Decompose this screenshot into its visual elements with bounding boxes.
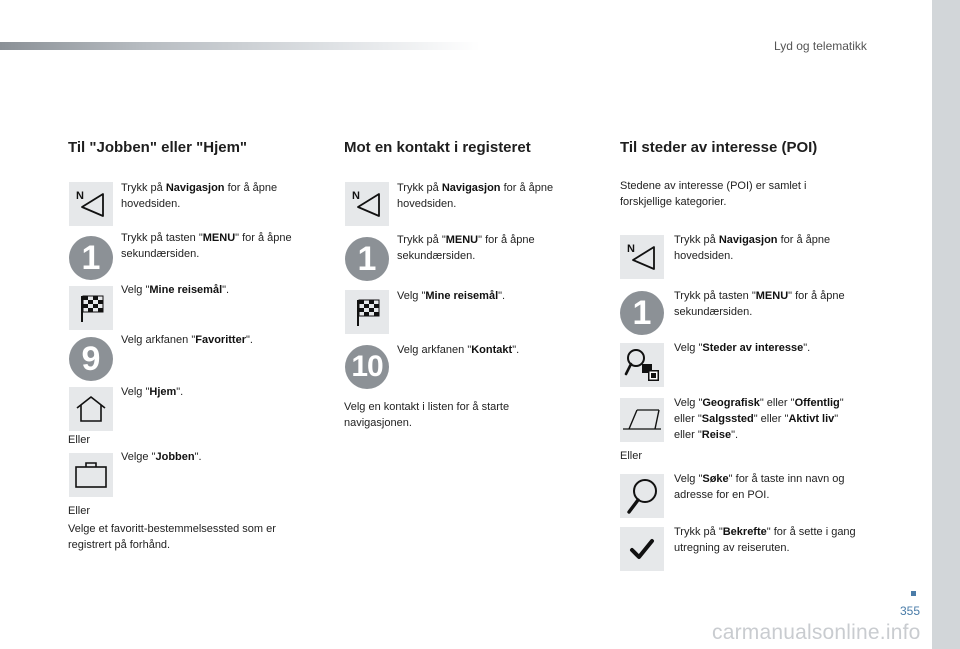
col1-title: Til "Jobben" eller "Hjem" [68, 139, 248, 156]
svg-text:N: N [627, 243, 635, 255]
col1-step-hjem: Velg "Hjem". [121, 386, 184, 398]
page-marker [911, 591, 916, 596]
checkered-flag-icon [345, 290, 389, 334]
col3-or-1: Eller [620, 450, 643, 462]
section-header-title: Lyd og telematikk [774, 39, 867, 53]
checkmark-icon [620, 527, 664, 571]
step-number-badge: 1 [620, 291, 664, 335]
header-gradient-bar [0, 42, 480, 50]
col3-step-nav: Trykk på Navigasjon for å åpne hovedsiden. [674, 234, 831, 262]
svg-text:N: N [76, 190, 84, 202]
col1-step-mine-reisemal: Velg "Mine reisemål". [121, 284, 230, 296]
col1-or-1: Eller [68, 434, 91, 446]
col3-step-soke: Velg "Søke" for å taste inn navn og adresse for en POI. [674, 473, 845, 501]
col2-title: Mot en kontakt i registeret [344, 139, 531, 156]
step-number-badge: 9 [69, 337, 113, 381]
col2-step-menu: Trykk på "MENU" for å åpne sekundærsiden. [397, 234, 535, 262]
col2-step-mine-reisemal: Velg "Mine reisemål". [397, 290, 506, 302]
col3-step-categories: Velg "Geografisk" eller "Offentlig" eller "Salgssted" eller "Aktivt liv" eller "Reise". [674, 397, 844, 441]
navigation-compass-icon [345, 182, 389, 226]
home-icon [69, 387, 113, 431]
col1-step-nav: Trykk på Navigasjon for å åpne hovedsiden. [121, 182, 278, 210]
navigation-compass-icon [620, 235, 664, 279]
page-side-tab [932, 0, 960, 649]
col1-paragraph: Velge et favoritt-bestemmelsessted som er registrert på forhånd. [68, 523, 276, 551]
step-number-badge: 1 [69, 236, 113, 280]
magnifier-icon [620, 474, 664, 518]
col3-intro: Stedene av interesse (POI) er samlet i forskjellige kategorier. [620, 180, 807, 208]
step-number-badge: 1 [345, 237, 389, 281]
col3-step-bekrefte: Trykk på "Bekrefte" for å sette i gang utregning av reiseruten. [674, 526, 856, 554]
poi-search-icon [620, 343, 664, 387]
col1-or-2: Eller [68, 505, 91, 517]
page-number: 355 [900, 604, 921, 618]
watermark: carmanualsonline.info [712, 621, 921, 644]
col2-step-nav: Trykk på Navigasjon for å åpne hovedsiden. [397, 182, 554, 210]
svg-text:N: N [352, 190, 360, 202]
col3-title: Til steder av interesse (POI) [620, 139, 818, 156]
col2-step-kontakt: Velg arkfanen "Kontakt". [397, 344, 520, 356]
briefcase-icon [69, 453, 113, 497]
step-number-badge: 10 [345, 345, 389, 389]
navigation-compass-icon [69, 182, 113, 226]
col1-step-menu: Trykk på tasten "MENU" for å åpne sekundærsiden. [121, 232, 292, 260]
col3-step-poi: Velg "Steder av interesse". [674, 342, 811, 354]
col1-step-favoritter: Velg arkfanen "Favoritter". [121, 334, 253, 346]
col3-step-menu: Trykk på tasten "MENU" for å åpne sekundærsiden. [674, 290, 845, 318]
road-icon [620, 398, 664, 442]
col1-step-jobben: Velge "Jobben". [121, 451, 202, 463]
checkered-flag-icon [69, 286, 113, 330]
col2-paragraph: Velg en kontakt i listen for å starte navigasjonen. [344, 401, 510, 429]
